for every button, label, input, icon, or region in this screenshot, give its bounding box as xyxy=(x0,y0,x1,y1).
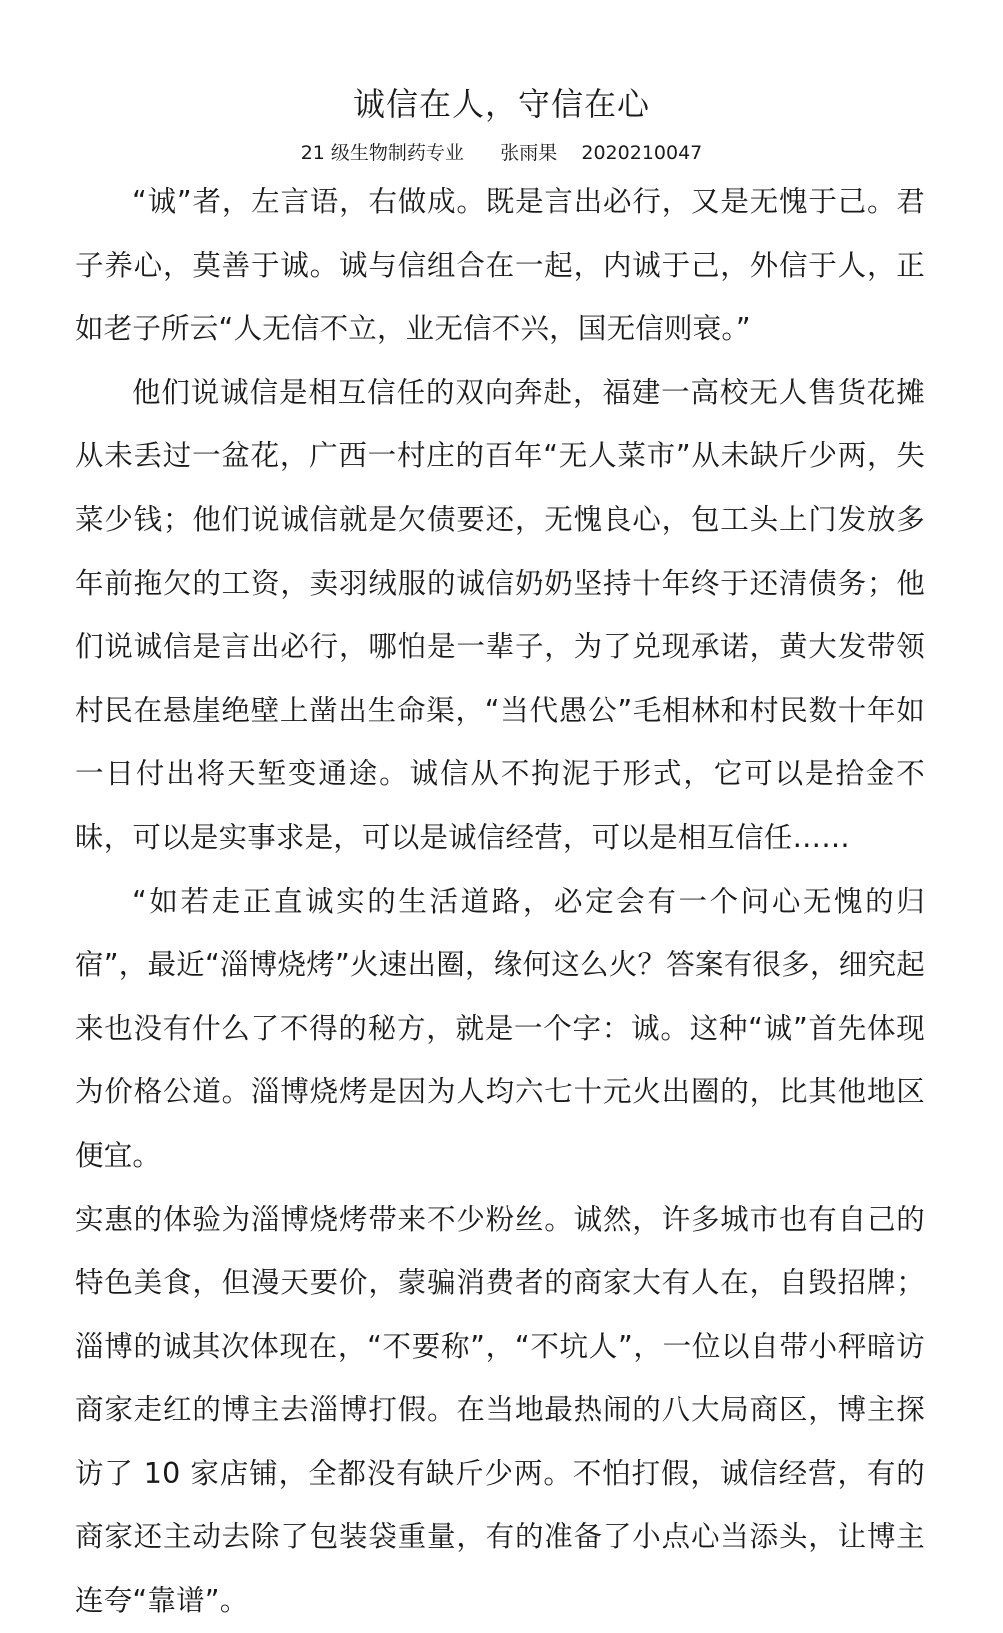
paragraph-1: “诚”者，左言语，右做成。既是言出必行，又是无愧于己。君子养心，莫善于诚。诚与信组合在一起，内诚于己，外信于人，正如老子所云“人无信不立，业无信不兴，国无信则衰。” xyxy=(75,185,925,346)
paragraph-3: “如若走正直诚实的生活道路，必定会有一个问心无愧的归宿”，最近“淄博烧烤”火速出圈，缘何这么火？答案有很多，细究起来也没有什么了不得的秘方，就是一个字：诚。这种“诚”首先体现为价格公道。淄博烧烤是因为人均六七十元火出圈的，比其他地区便宜。 xyxy=(75,884,925,1172)
byline xyxy=(0,141,1003,165)
byline-class-major: 21 级生物制药专业 xyxy=(300,142,464,164)
byline-author: 张雨果 xyxy=(500,142,558,164)
document-title: 诚信在人，守信在心 xyxy=(352,85,650,123)
paragraph-4: 实惠的体验为淄博烧烤带来不少粉丝。诚然，许多城市也有自己的特色美食，但漫天要价，蒙骗消费者的商家大有人在，自毁招牌；淄博的诚其次体现在，“不要称”，“不坑人”，一位以自带小秤暗访商家走红的博主去淄博打假。在当地最热闹的八大局商区，博主探访了 10 家店铺，全都没有缺斤少两。不怕打假，诚信经营，有的商家还主动去除了包装袋重量，有的准备了小点心当添头，让博主连夸“靠谱”。 xyxy=(75,1202,925,1618)
paragraph-2: 他们说诚信是相互信任的双向奔赴，福建一高校无人售货花摊从未丢过一盆花，广西一村庄的百年“无人菜市”从未缺斤少两，失菜少钱；他们说诚信就是欠债要还，无愧良心，包工头上门发放多年前拖欠的工资，卖羽绒服的诚信奶奶坚持十年终于还清债务；他们说诚信是言出必行，哪怕是一辈子，为了兑现承诺，黄大发带领村民在悬崖绝壁上凿出生命渠，“当代愚公”毛相林和村民数十年如一日付出将天堑变通途。诚信从不拘泥于形式，它可以是拾金不昧，可以是实事求是，可以是诚信经营，可以是相互信任…… xyxy=(75,375,925,854)
byline-student-id: 2020210047 xyxy=(581,142,703,164)
essay-body xyxy=(75,170,925,1633)
